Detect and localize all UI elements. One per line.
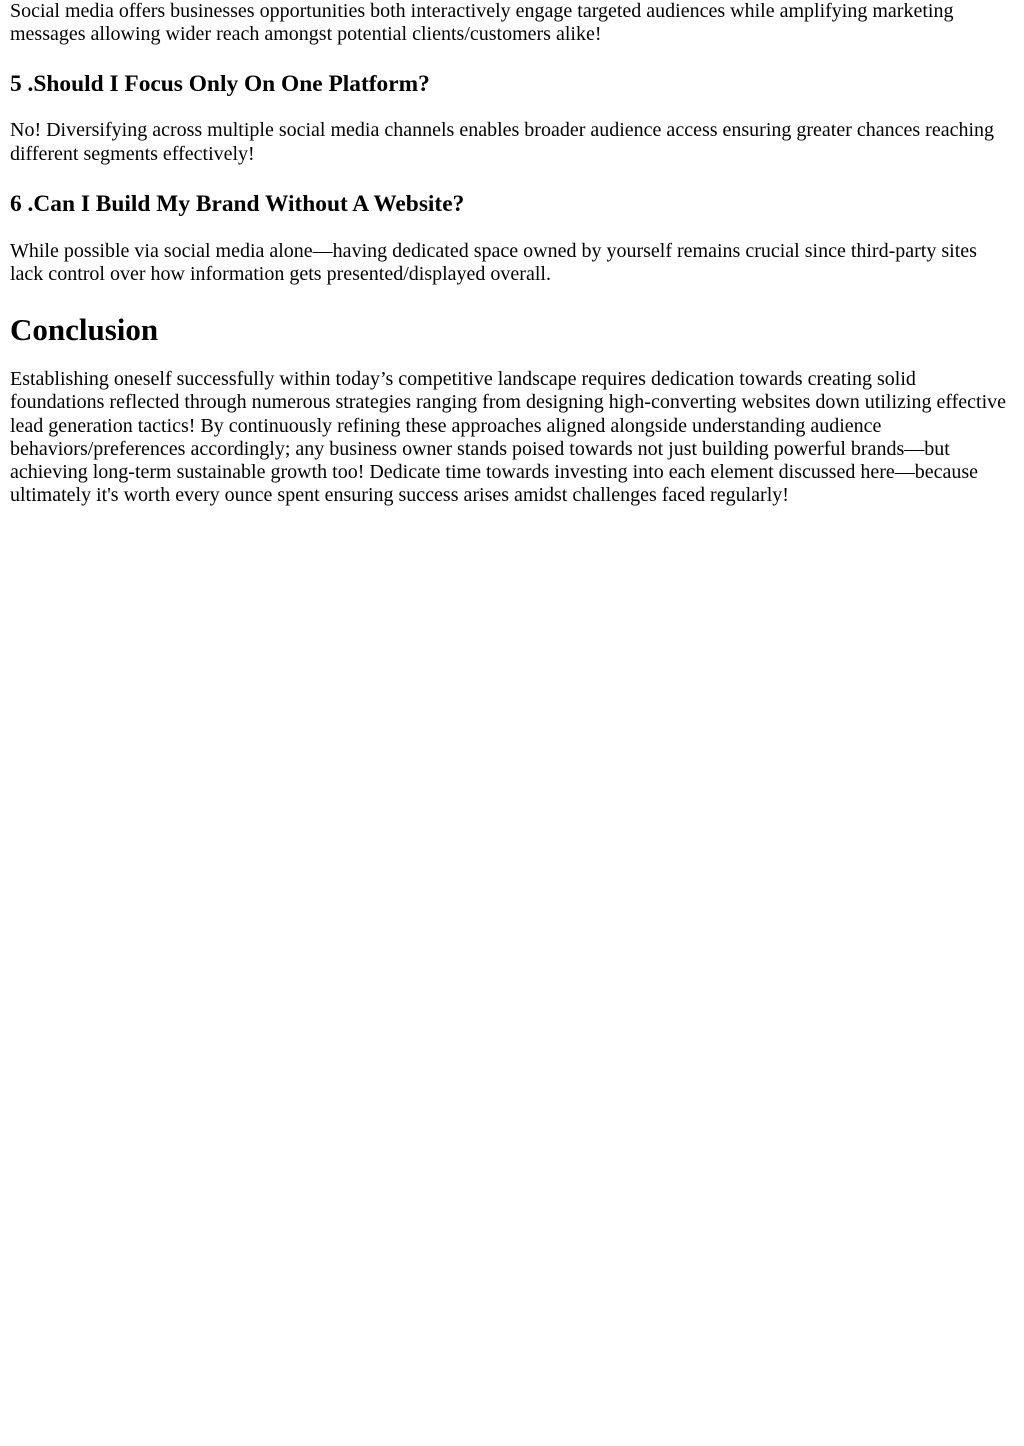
faq-answer-5: No! Diversifying across multiple social media channels enables broader audience access ensuring greater chances reaching different segments effectively! bbox=[10, 119, 995, 165]
conclusion-paragraph: Establishing oneself successfully within today’s competitive landscape requires dedication towards creating solid foundations reflected through numerous strategies ranging from designing high-converting websites down utilizing effective lead generation tactics! By continuously refining these approaches aligned alongside understanding audience behaviors/preferences accordingly; any business owner stands poised towards not just building powerful brands—but achieving long-term sustainable growth too! Dedicate time towards investing into each element discussed here—because ultimately it's worth every ounce spent ensuring success arises amidst challenges faced regularly! bbox=[10, 368, 1007, 507]
faq-question-5: 5 .Should I Focus Only On One Platform? bbox=[10, 71, 430, 98]
faq-question-6: 6 .Can I Build My Brand Without A Website? bbox=[10, 190, 465, 217]
document-page bbox=[0, 0, 1024, 507]
intro-paragraph: Social media offers businesses opportunities both interactively engage targeted audiences while amplifying marketing messages allowing wider reach amongst potential clients/customers alike! bbox=[10, 0, 954, 46]
conclusion-heading: Conclusion bbox=[10, 312, 159, 348]
faq-answer-6: While possible via social media alone—having dedicated space owned by yourself remains crucial since third-party sites lack control over how information gets presented/displayed overall. bbox=[10, 239, 977, 286]
